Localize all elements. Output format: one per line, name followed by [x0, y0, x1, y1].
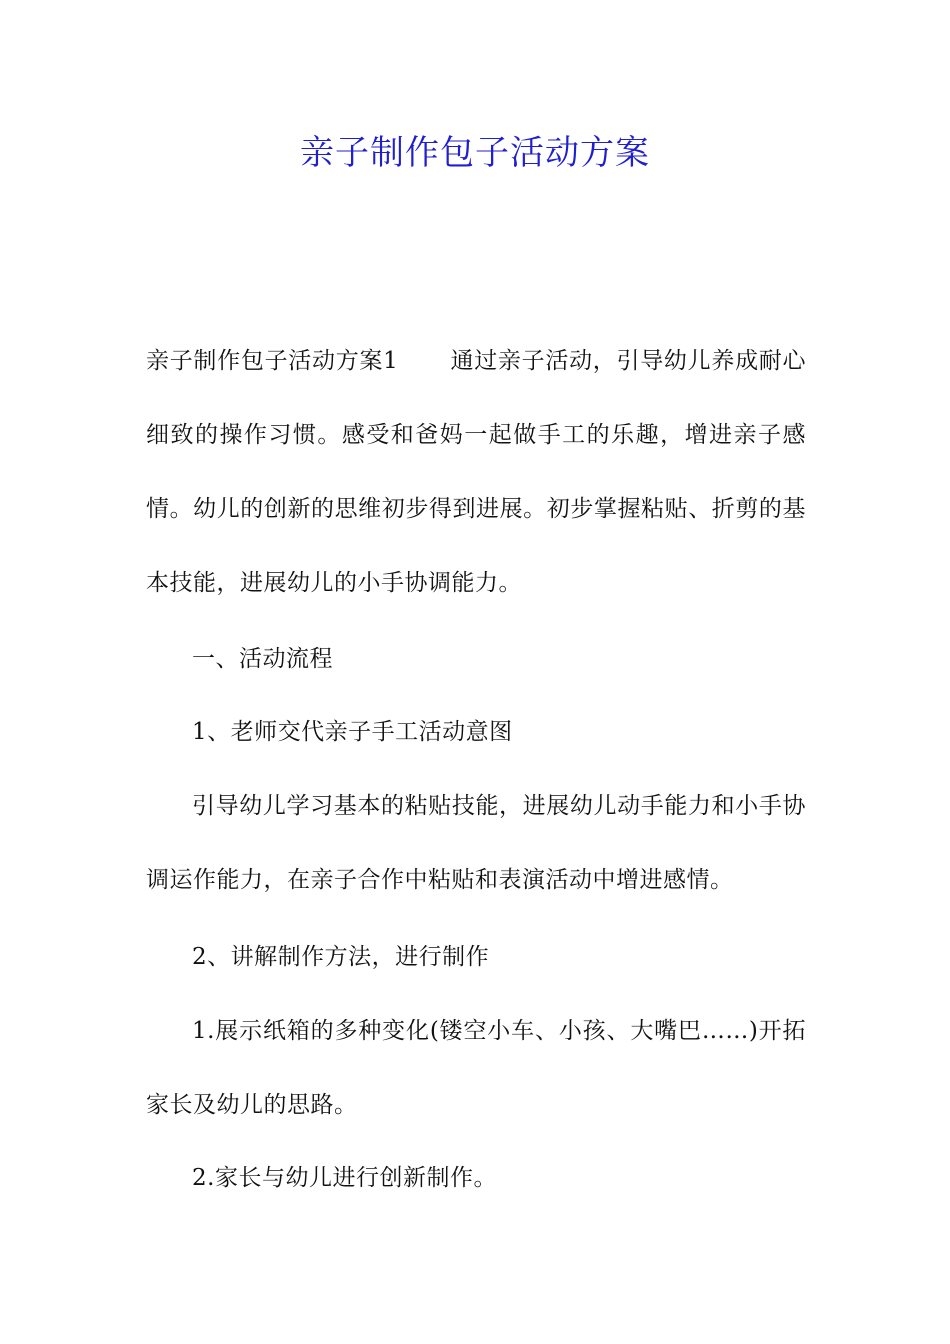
intro-text: 通过亲子活动，引导幼儿养成耐心细致的操作习惯。感受和爸妈一起做手工的乐趣，增进亲子感情。幼儿的创新的思维初步得到进展。初步掌握粘贴、折剪的基本技能，进展幼儿的小手协调能力。 [146, 348, 806, 596]
step-2-item-1: 1.展示纸箱的多种变化(镂空小车、小孩、大嘴巴……)开拓家长及幼儿的思路。 [146, 1018, 806, 1118]
step-1-description: 引导幼儿学习基本的粘贴技能，进展幼儿动手能力和小手协调运作能力，在亲子合作中粘贴和表演活动中增进感情。 [146, 793, 806, 893]
intro-heading: 亲子制作包子活动方案1 [146, 348, 399, 374]
intro-paragraph [146, 324, 806, 620]
step-2-item-2: 2.家长与幼儿进行创新制作。 [192, 1165, 497, 1191]
document-title: 亲子制作包子活动方案 [300, 133, 650, 173]
section-heading-activity-flow: 一、活动流程 [192, 646, 333, 672]
step-1-heading: 1、老师交代亲子手工活动意图 [192, 719, 513, 745]
step-2-heading: 2、讲解制作方法，进行制作 [192, 944, 490, 970]
